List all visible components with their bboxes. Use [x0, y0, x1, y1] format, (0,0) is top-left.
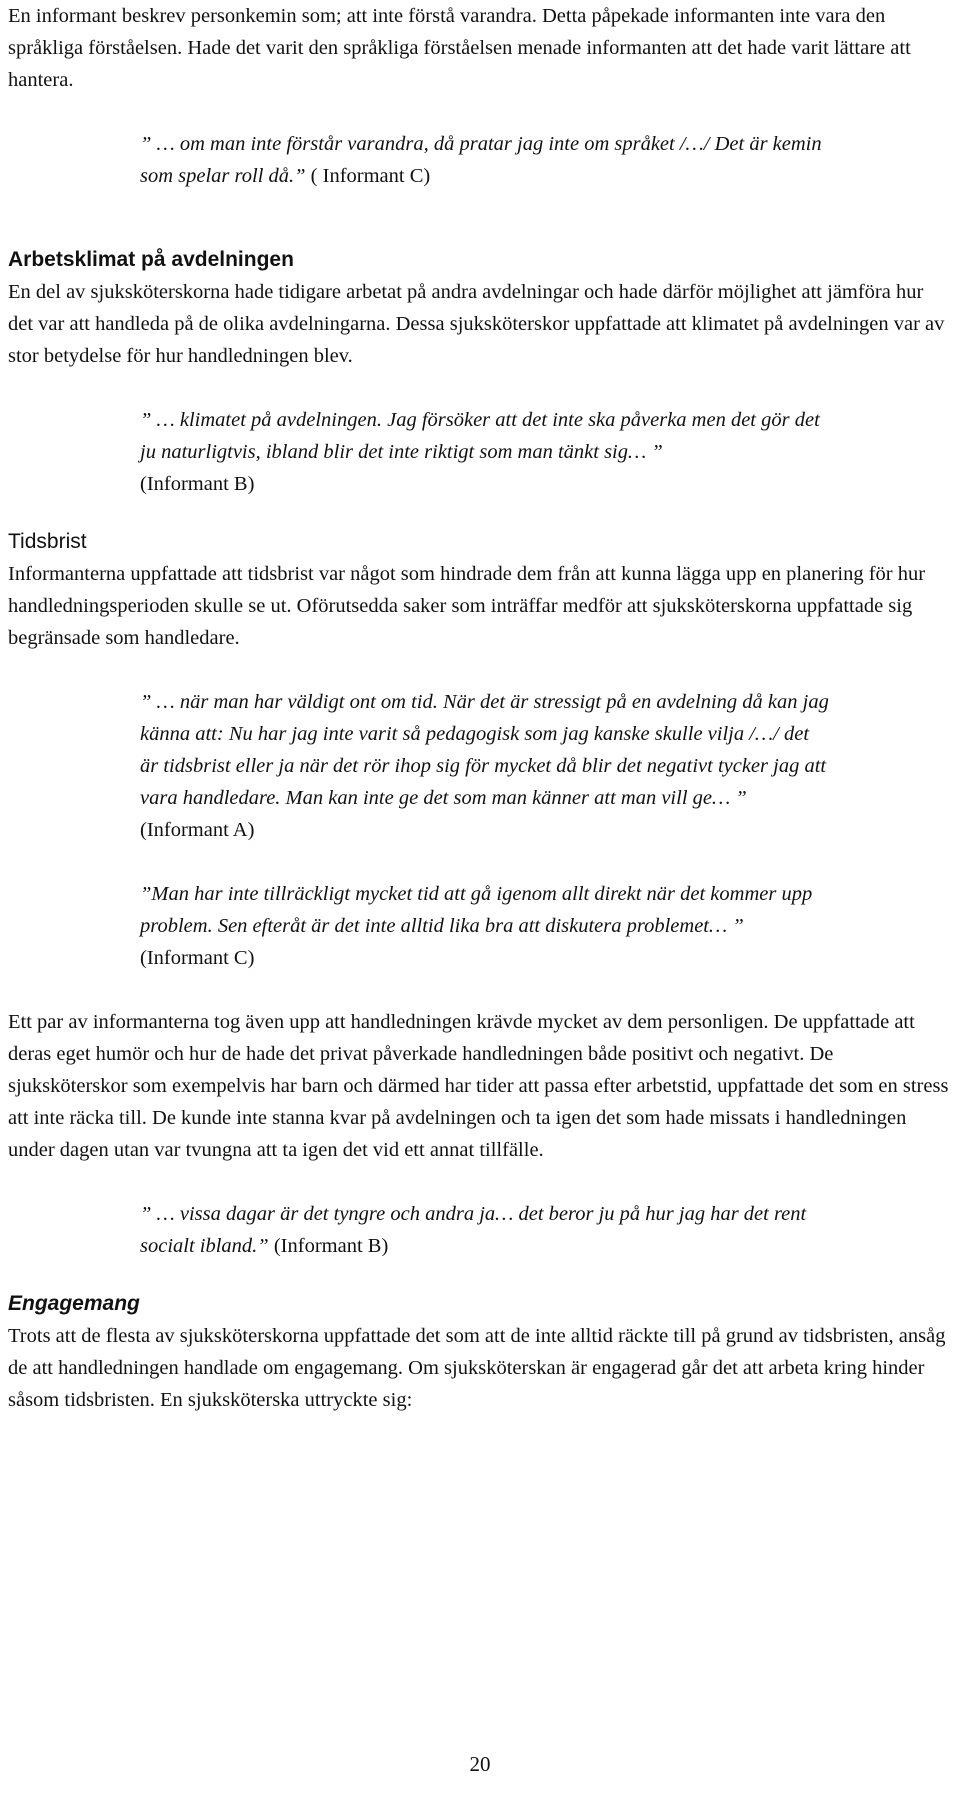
quote-attribution: (Informant C) [140, 947, 255, 969]
document-page [8, 0, 953, 1416]
paragraph-arbetsklimat: En del av sjuksköterskorna hade tidigare arbetat på andra avdelningar och hade därför möjlighet att jämföra hur det var att handleda på de olika avdelningarna. Dessa sjuksköterskor uppfattade att klimatet på avdelningen var av stor betydelse för hur handledningen blev. [8, 281, 945, 367]
paragraph-tidsbrist: Informanterna uppfattade att tidsbrist var något som hindrade dem från att kunna lägga upp en planering för hur handledningsperioden skulle se ut. Oförutsedda saker som inträffar medför att sjuksköterskorna uppfattade sig begränsade som handledare. [8, 563, 926, 649]
quote-text: ” … klimatet på avdelningen. Jag försöker att det inte ska påverka men det gör det ju naturligtvis, ibland blir det inte riktigt som man tänkt sig… ” [140, 409, 820, 463]
heading-arbetsklimat: Arbetsklimat på avdelningen [8, 248, 294, 271]
page-number: 20 [469, 1752, 491, 1776]
quote-attribution: (Informant B) [268, 1235, 389, 1257]
quote-attribution: (Informant A) [140, 819, 255, 841]
quote-text: ”Man har inte tillräckligt mycket tid att gå igenom allt direkt när det kommer upp problem. Sen efteråt är det inte alltid lika bra att diskutera problemet… ” [140, 883, 813, 937]
quote-text: ” … när man har väldigt ont om tid. När det är stressigt på en avdelning då kan jag känna att: Nu har jag inte varit så pedagogisk som jag kanske skulle vilja /…/ det är tidsbrist eller ja när det rör ihop sig för mycket då blir det negativt tycker jag att vara handledare. Man kan inte ge det som man känner att man vill ge… ” [140, 691, 829, 809]
quote-informant-b-1 [140, 404, 830, 500]
paragraph-engagemang: Trots att de flesta av sjuksköterskorna uppfattade det som att de inte alltid räckte till på grund av tidsbristen, ansåg de att handledningen handlade om engagemang. Om sjuksköterskan är engagerad går det att arbeta kring hinder såsom tidsbristen. En sjuksköterska uttryckte sig: [8, 1325, 946, 1411]
paragraph-personligen: Ett par av informanterna tog även upp att handledningen krävde mycket av dem personligen. De uppfattade att deras eget humör och hur de hade det privat påverkade handledningen både positivt och negativt. De sjuksköterskor som exempelvis har barn och därmed har tider att passa efter arbetstid, uppfattade det som en stress att inte räcka till. De kunde inte stanna kvar på avdelningen och ta igen det som hade missats i handledningen under dagen utan var tvungna att ta igen det vid ett annat tillfälle. [8, 1011, 949, 1161]
quote-informant-a [140, 686, 830, 846]
intro-paragraph: En informant beskrev personkemin som; att inte förstå varandra. Detta påpekade informanten inte vara den språkliga förståelsen. Hade det varit den språkliga förståelsen menade informanten att det hade varit lättare att hantera. [8, 5, 911, 91]
quote-informant-b-2 [140, 1198, 830, 1262]
quote-text: ” … vissa dagar är det tyngre och andra ja… det beror ju på hur jag har det rent socialt ibland.” [140, 1203, 807, 1257]
quote-informant-c-1 [140, 128, 830, 192]
heading-tidsbrist: Tidsbrist [8, 530, 87, 553]
heading-engagemang: Engagemang [8, 1292, 140, 1315]
quote-text: ” … om man inte förstår varandra, då pratar jag inte om språket /…/ Det är kemin som spelar roll då.” [140, 133, 822, 187]
quote-attribution: ( Informant C) [305, 165, 431, 187]
quote-attribution: (Informant B) [140, 473, 255, 495]
quote-informant-c-2 [140, 878, 830, 974]
